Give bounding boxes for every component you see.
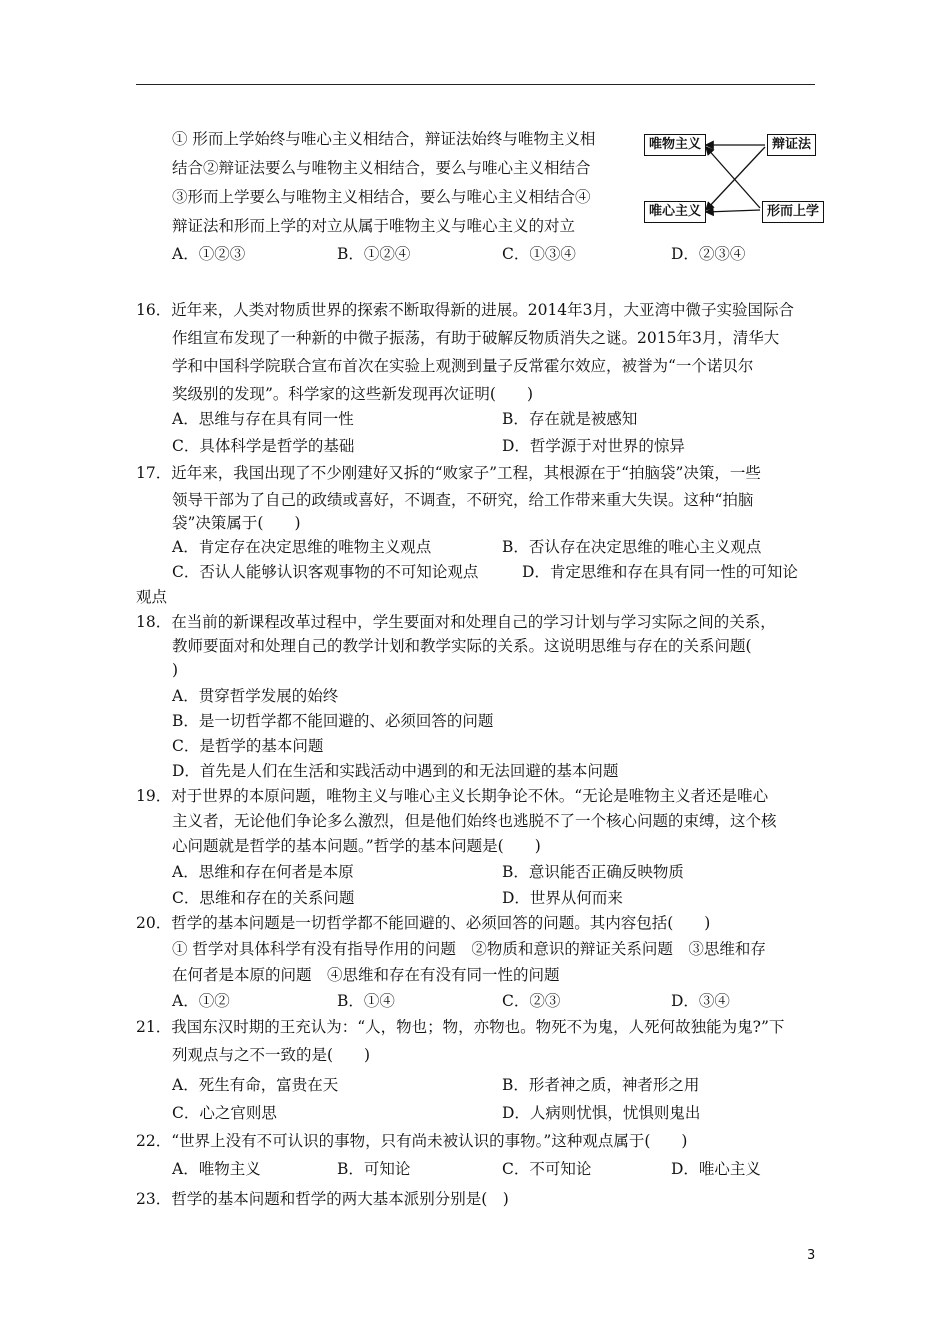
q19-option-d: D．世界从何而来 [502, 889, 623, 907]
philosophy-diagram [642, 126, 822, 226]
q18-stem: 教师要面对和处理自己的教学计划和教学实际的关系。这说明思维与存在的关系问题( [172, 637, 752, 655]
q16-option-c: C．具体科学是哲学的基础 [172, 437, 355, 455]
header-rule [136, 84, 815, 85]
q18-option-c: C．是哲学的基本问题 [172, 737, 324, 755]
q20-stem: 20．哲学的基本问题是一切哲学都不能回避的、必须回答的问题。其内容包括( ) [136, 914, 711, 932]
q20-option-b: B．①④ [337, 992, 395, 1010]
q20-stem: ① 哲学对具体科学有没有指导作用的问题 ②物质和意识的辩证关系问题 ③思维和存 [172, 940, 766, 958]
q23-stem: 23．哲学的基本问题和哲学的两大基本派别分别是( ) [136, 1190, 509, 1208]
q18-option-b: B．是一切哲学都不能回避的、必须回答的问题 [172, 712, 494, 730]
q15-option-a: A．①②③ [172, 245, 246, 263]
q20-option-d: D．③④ [671, 992, 730, 1010]
q16-option-d: D．哲学源于对世界的惊异 [502, 437, 685, 455]
q19-option-a: A．思维和存在何者是本原 [172, 863, 354, 881]
q20-stem: 在何者是本原的问题 ④思维和存在有没有同一性的问题 [172, 966, 560, 984]
q22-option-c: C．不可知论 [502, 1160, 592, 1178]
q19-stem: 心问题就是哲学的基本问题。”哲学的基本问题是( ) [172, 837, 541, 855]
q20-option-a: A．①② [172, 992, 230, 1010]
q17-option-b: B．否认存在决定思维的唯心主义观点 [502, 538, 762, 556]
q15-option-b: B．①②④ [337, 245, 411, 263]
q18-option-d: D．首先是人们在生活和实践活动中遇到的和无法回避的基本问题 [172, 762, 619, 780]
q17-stem: 袋”决策属于( ) [172, 514, 301, 532]
q19-option-c: C．思维和存在的关系问题 [172, 889, 355, 907]
q21-option-a: A．死生有命，富贵在天 [172, 1076, 339, 1094]
q15-line: ① 形而上学始终与唯心主义相结合，辩证法始终与唯物主义相 [172, 130, 596, 148]
q17-option-d: D．肯定思维和存在具有同一性的可知论 [522, 563, 798, 581]
arrow-metaphysics-idealism [706, 210, 760, 212]
q18-stem: ) [172, 661, 179, 679]
q22-option-a: A．唯物主义 [172, 1160, 261, 1178]
q21-stem: 21．我国东汉时期的王充认为：“人，物也；物，亦物也。物死不为鬼，人死何故独能为鬼?”下 [136, 1018, 785, 1036]
q17-option-c: C．否认人能够认识客观事物的不可知论观点 [172, 563, 479, 581]
q16-option-b: B．存在就是被感知 [502, 410, 638, 428]
q18-option-a: A．贯穿哲学发展的始终 [172, 687, 339, 705]
q15-line: 辩证法和形而上学的对立从属于唯物主义与唯心主义的对立 [172, 217, 576, 235]
q15-line: 结合②辩证法要么与唯物主义相结合，要么与唯心主义相结合 [172, 159, 591, 177]
materialism-box: 唯物主义 [644, 134, 706, 156]
q16-option-a: A．思维与存在具有同一性 [172, 410, 354, 428]
q17-stem: 17．近年来，我国出现了不少刚建好又拆的“败家子”工程，其根源在于“拍脑袋”决策，一些 [136, 464, 761, 482]
dialectics-box: 辩证法 [767, 134, 816, 156]
metaphysics-box: 形而上学 [762, 201, 824, 223]
q22-option-d: D．唯心主义 [671, 1160, 761, 1178]
q21-option-c: C．心之官则思 [172, 1104, 277, 1122]
q17-stem: 领导干部为了自己的政绩或喜好，不调查，不研究，给工作带来重大失误。这种“拍脑 [172, 491, 754, 509]
q17-option-a: A．肯定存在决定思维的唯物主义观点 [172, 538, 432, 556]
q16-stem: 奖级别的发现”。科学家的这些新发现再次证明( ) [172, 385, 534, 403]
q21-stem: 列观点与之不一致的是( ) [172, 1046, 371, 1064]
q16-stem: 16．近年来，人类对物质世界的探索不断取得新的进展。2014年3月，大亚湾中微子实验国际合 [136, 301, 795, 319]
idealism-box: 唯心主义 [644, 201, 706, 223]
q19-option-b: B．意识能否正确反映物质 [502, 863, 684, 881]
q16-stem: 作组宣布发现了一种新的中微子振荡，有助于破解反物质消失之谜。2015年3月，清华大 [172, 329, 780, 347]
q15-line: ③形而上学要么与唯物主义相结合，要么与唯心主义相结合④ [172, 188, 591, 206]
q19-stem: 主义者，无论他们争论多么激烈，但是他们始终也逃脱不了一个核心问题的束缚，这个核 [172, 812, 777, 830]
q15-option-c: C．①③④ [502, 245, 576, 263]
q22-stem: 22．“世界上没有不可认识的事物，只有尚未被认识的事物。”这种观点属于( ) [136, 1132, 688, 1150]
q15-option-d: D．②③④ [671, 245, 746, 263]
arrow-metaphysics-materialism [706, 147, 760, 208]
q16-stem: 学和中国科学院联合宣布首次在实验上观测到量子反常霍尔效应，被誉为“一个诺贝尔 [172, 357, 754, 375]
q17-option-d-tail: 观点 [136, 588, 168, 606]
q19-stem: 19．对于世界的本原问题，唯物主义与唯心主义长期争论不休。“无论是唯物主义者还是唯心 [136, 787, 769, 805]
q21-option-b: B．形者神之质，神者形之用 [502, 1076, 700, 1094]
q20-option-c: C．②③ [502, 992, 561, 1010]
page-number: 3 [807, 1248, 816, 1263]
q22-option-b: B．可知论 [337, 1160, 411, 1178]
q18-stem: 18．在当前的新课程改革过程中，学生要面对和处理自己的学习计划与学习实际之间的关系， [136, 613, 776, 631]
q21-option-d: D．人病则忧惧，忧惧则鬼出 [502, 1104, 701, 1122]
